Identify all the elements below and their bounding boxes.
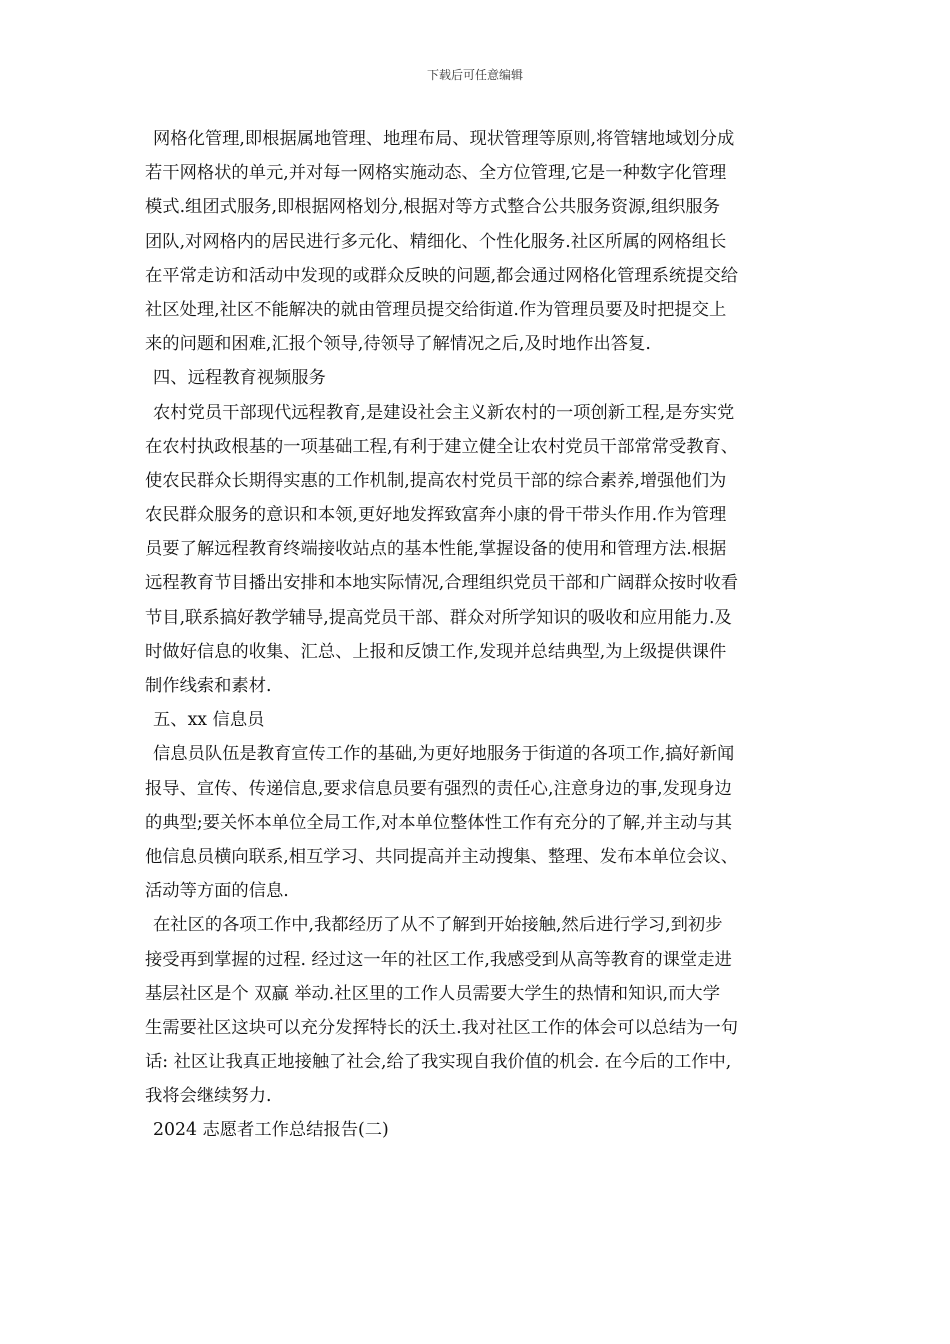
paragraph-line: 来的问题和困难,汇报个领导,待领导了解情况之后,及时地作出答复.: [145, 334, 651, 355]
paragraph-line: 制作线索和素材.: [145, 676, 272, 696]
paragraph-line: 基层社区是个 双赢 举动.社区里的工作人员需要大学生的热情和知识,而大学: [145, 983, 720, 1004]
paragraph-line: 我将会继续努力.: [145, 1086, 272, 1107]
paragraph-line: 团队,对网格内的居民进行多元化、精细化、个性化服务.社区所属的网格组长: [145, 231, 727, 252]
paragraph-line: 的典型;要关怀本单位全局工作,对本单位整体性工作有充分的了解,并主动与其: [145, 812, 733, 833]
paragraph-line: 报导、宣传、传递信息,要求信息员要有强烈的责任心,注意身边的事,发现身边: [145, 778, 732, 799]
section-heading: 四、远程教育视频服务: [153, 368, 326, 389]
paragraph-line: 信息员队伍是教育宣传工作的基础,为更好地服务于街道的各项工作,搞好新闻: [153, 744, 735, 765]
paragraph-line: 使农民群众长期得实惠的工作机制,提高农村党员干部的综合素养,增强他们为: [145, 470, 727, 491]
section-heading: 五、xx 信息员: [153, 710, 265, 731]
paragraph-line: 员要了解远程教育终端接收站点的基本性能,掌握设备的使用和管理方法.根据: [145, 539, 727, 560]
page-header-note: 下载后可任意编辑: [426, 68, 523, 82]
document-body: [145, 122, 815, 1148]
paragraph-line: 他信息员横向联系,相互学习、共同提高并主动搜集、整理、发布本单位会议、: [145, 846, 739, 867]
paragraph-line: 时做好信息的收集、汇总、上报和反馈工作,发现并总结典型,为上级提供课件: [145, 641, 727, 662]
paragraph-line: 节目,联系搞好教学辅导,提高党员干部、群众对所学知识的吸收和应用能力.及: [145, 607, 732, 628]
paragraph-line: 话: 社区让我真正地接触了社会,给了我实现自我价值的机会. 在今后的工作中,: [145, 1052, 732, 1073]
paragraph-line: 社区处理,社区不能解决的就由管理员提交给街道.作为管理员要及时把提交上: [145, 299, 727, 320]
paragraph-line: 生需要社区这块可以充分发挥特长的沃土.我对社区工作的体会可以总结为一句: [145, 1017, 739, 1038]
paragraph-line: 活动等方面的信息.: [145, 881, 289, 902]
paragraph-line: 模式.组团式服务,即根据网格划分,根据对等方式整合公共服务资源,组织服务: [145, 197, 720, 218]
paragraph-line: 接受再到掌握的过程. 经过这一年的社区工作,我感受到从高等教育的课堂走进: [145, 949, 732, 970]
paragraph-line: 远程教育节目播出安排和本地实际情况,合理组织党员干部和广阔群众按时收看: [145, 573, 739, 594]
paragraph-line: 农村党员干部现代远程教育,是建设社会主义新农村的一项创新工程,是夯实党: [153, 402, 735, 423]
section-heading: 2024 志愿者工作总结报告(二): [153, 1120, 389, 1141]
paragraph-line: 在平常走访和活动中发现的或群众反映的问题,都会通过网格化管理系统提交给: [145, 265, 739, 286]
paragraph-line: 网格化管理,即根据属地管理、地理布局、现状管理等原则,将管辖地域划分成: [153, 129, 735, 149]
paragraph-line: 农民群众服务的意识和本领,更好地发挥致富奔小康的骨干带头作用.作为管理: [145, 505, 727, 526]
paragraph-line: 在农村执政根基的一项基础工程,有利于建立健全让农村党员干部常常受教育、: [145, 436, 739, 457]
paragraph-line: 在社区的各项工作中,我都经历了从不了解到开始接触,然后进行学习,到初步: [153, 915, 723, 936]
paragraph-line: 若干网格状的单元,并对每一网格实施动态、全方位管理,它是一种数字化管理: [145, 163, 727, 184]
